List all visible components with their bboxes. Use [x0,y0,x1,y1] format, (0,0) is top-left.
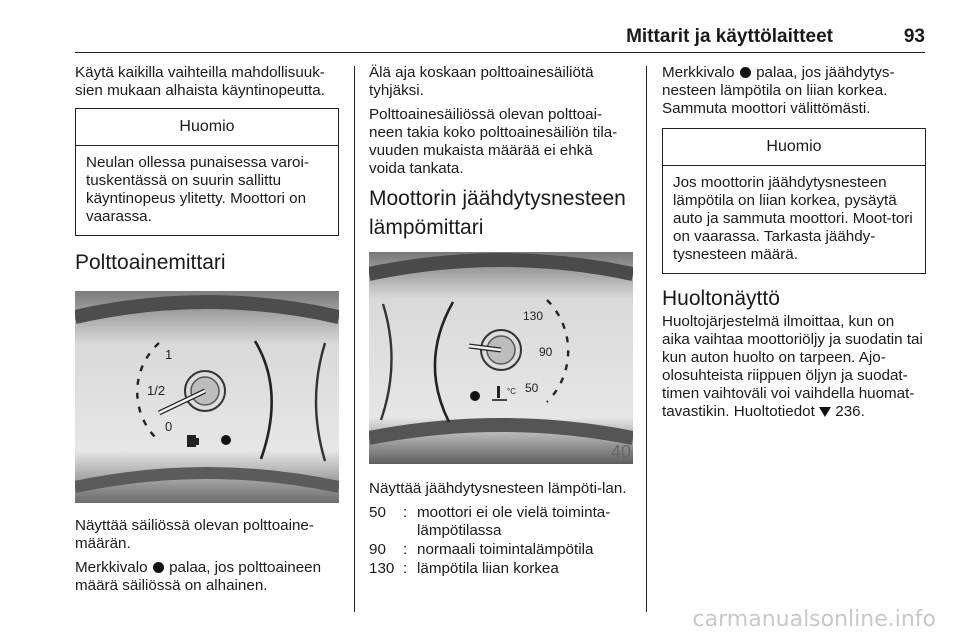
fuel-gauge-description: Näyttää säiliössä olevan polttoaine-määrän. [75,517,314,552]
speedometer-digits: 40 [611,442,632,462]
coolant-warning-text: Merkkivalo palaa, jos jäähdytys-nesteen lämpötila on liian korkea. Sammuta moottori välittömästi. [662,64,895,117]
coolant-gauge-heading: Moottorin jäähdytysnesteen lämpömittari [369,187,626,239]
coolant-gauge-image [369,252,633,464]
fuel-mark-full: 1 [165,347,173,362]
intro-text: Käytä kaikilla vaihteilla mahdollisuuk-sien mukaan alhaista käyntinopeutta. [75,64,325,99]
coolant-warning-dot [470,391,480,401]
coolant-gauge-description: Näyttää jäähdytysnesteen lämpöti-lan. [369,480,627,497]
page-number: 93 [903,26,925,47]
note-heading: Huomio [76,109,338,146]
column-3 [662,64,926,427]
list-item: 50 : moottori ei ole vielä toiminta-lämpötilassa [369,504,611,539]
column-divider-1 [354,66,355,612]
fuel-tank-capacity-text: Polttoainesäiliössä olevan polttoai-neen takia koko polttoainesäiliön tila-vuuden mukaista määrää ei ehkä voida tankata. [369,106,618,177]
note-body: Neulan ollessa punaisessa varoi-tuskentässä on suurin sallittu käyntinopeus ylitetty. Moottori on vaarassa. [86,154,309,225]
coolant-mark-90: 90 [539,345,553,359]
note-body: Jos moottorin jäähdytysnesteen lämpötila on liian korkea, pysäytä auto ja sammuta moottori. Moot-tori on vaarassa. Tarkasta jäähdy-tysnesteen määrä. [673,174,913,263]
warning-light-icon [740,67,751,78]
column-divider-2 [646,66,647,612]
note-heading: Huomio [663,129,925,166]
page-reference-icon [819,407,831,417]
coolant-mark-50: 50 [525,381,539,395]
list-item: 130 : lämpötila liian korkea [369,560,559,577]
coolant-value-list [369,504,633,578]
note-box-1 [75,108,339,236]
service-display-text: Huoltojärjestelmä ilmoittaa, kun on aika vaihtaa moottoriöljy ja suodatin tai kun auton huolto on tarpeen. Ajo-olosuhteista riippuen öljyn ja suodat-timen vaihtoväli voi vaihdella huomat-tavastikin. Huoltotiedot 236. [662,313,923,420]
page-reference-link[interactable]: 236. [835,403,865,420]
fuel-mark-half: 1/2 [147,383,166,398]
fuel-warning-text: Merkkivalo palaa, jos polttoaineen määrä säiliössä on alhainen. [75,559,322,594]
column-1 [75,64,339,601]
header-rule [75,52,925,53]
service-display-heading: Huoltonäyttö [662,287,780,310]
fuel-warning-dot [221,435,231,445]
page-header [75,22,925,50]
fuel-tank-warning: Älä aja koskaan polttoainesäiliötä tyhjäksi. [369,64,594,99]
list-item: 90 : normaali toimintalämpötila [369,541,594,558]
fuel-gauge-image [75,291,339,503]
coolant-mark-130: 130 [523,309,544,323]
chapter-title: Mittarit ja käyttölaitteet [626,26,833,47]
warning-light-icon [153,562,164,573]
note-box-2 [662,128,926,274]
fuel-gauge-heading: Polttoainemittari [75,251,226,274]
coolant-unit-label: °C [507,387,516,396]
watermark: carmanualsonline.info [692,607,936,632]
fuel-mark-empty: 0 [165,419,173,434]
column-2 [369,64,633,579]
